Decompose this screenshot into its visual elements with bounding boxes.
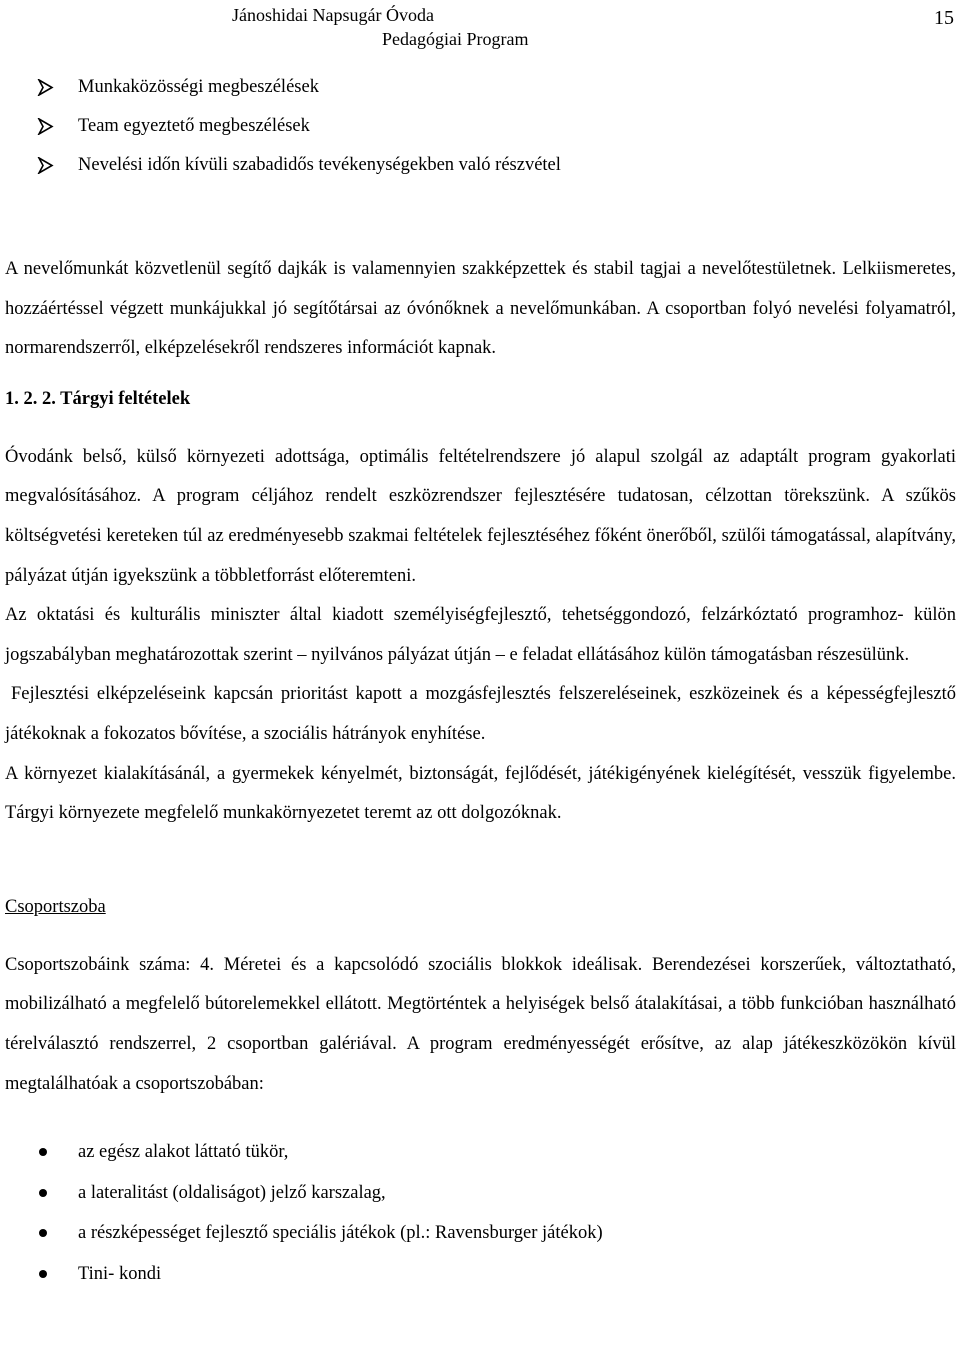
- paragraph-ovodank: Óvodánk belső, külső környezeti adottsága, optimális feltételrendszere jó alapul szolgál az adaptált program gyakorlati megvalósításához. A program céljához rendelt eszközrendszer fejlesztésére tudatosan, célzottan törekszünk. A szűkös költségvetési kereteken túl az eredményesebb szakmai feltételek fejlesztéséhez főként önerőből, szülői támogatással, alapítvány, pályázat útján igyekszünk a többletforrást előteremteni.: [5, 446, 956, 586]
- arrow-bullet-icon: [37, 118, 54, 135]
- arrow-list-item-text: Nevelési időn kívüli szabadidős tevékenységekben való részvétel: [78, 155, 561, 175]
- bullet-list-item: [5, 1173, 956, 1214]
- arrow-list-item: [5, 146, 956, 185]
- subheading-csoportszoba: Csoportszoba: [5, 896, 106, 917]
- arrow-list-item: [5, 68, 956, 107]
- bullet-dot-icon: [39, 1270, 47, 1278]
- bullet-dot-icon: [39, 1189, 47, 1197]
- arrow-list: [5, 68, 956, 185]
- page-number: 15: [934, 7, 954, 29]
- page-header: [0, 3, 960, 53]
- header-program-title: Pedagógiai Program: [382, 29, 529, 49]
- paragraph-miniszter: Az oktatási és kulturális miniszter által kiadott személyiségfejlesztő, tehetséggondozó, felzárkóztató programhoz- külön jogszabályban meghatározottak szerint – nyilvános pályázat útján – e feladat ellátásához külön támogatásban részesülünk.: [5, 605, 956, 665]
- arrow-list-item-text: Team egyeztető megbeszélések: [78, 116, 310, 136]
- bullet-list-item: [5, 1254, 956, 1295]
- arrow-list-item-text: Munkaközösségi megbeszélések: [78, 77, 319, 97]
- arrow-bullet-icon: [37, 157, 54, 174]
- bullet-list-item-text: az egész alakot láttató tükör,: [78, 1142, 289, 1163]
- paragraph-kornyezet: A környezet kialakításánál, a gyermekek kényelmét, biztonságát, fejlődését, játékigényének kielégítését, vesszük figyelembe. Tárgyi környezete megfelelő munkakörnyezetet teremt az ott dolgozóknak.: [5, 763, 956, 824]
- arrow-bullet-icon: [37, 79, 54, 96]
- bullet-list-item: [5, 1213, 956, 1254]
- section-heading: 1. 2. 2. Tárgyi feltételek: [5, 388, 191, 409]
- paragraph-csoportszoba: Csoportszobáink száma: 4. Méretei és a kapcsolódó szociális blokkok ideálisak. Berendezései korszerűek, változtatható, mobilizálható a megfelelő bútorelemekkel ellátott. Megtörténtek a helyiségek belső átalakításai, a több funkcióban használható térelválasztó rendszerrel, 2 csoportban galériával. A program eredményességét erősítve, az alap játékeszközökön kívül megtalálhatóak a csoportszobában:: [5, 954, 956, 1094]
- bullet-list-item-text: a lateralitást (oldaliságot) jelző karszalag,: [78, 1182, 386, 1203]
- paragraph-fejlesztesi: Fejlesztési elképzeléseink kapcsán prioritást kapott a mozgásfejlesztés felszereléseinek, eszközeinek és a képességfejlesztő játékoknak a fokozatos bővítése, a szociális hátrányok enyhítése.: [5, 684, 956, 744]
- bullet-list-item: [5, 1132, 956, 1173]
- bullet-dot-icon: [39, 1148, 47, 1156]
- bullet-list: [5, 1132, 956, 1294]
- arrow-list-item: [5, 107, 956, 146]
- header-school-name: Jánoshidai Napsugár Óvoda: [232, 5, 434, 25]
- paragraph-staff: A nevelőmunkát közvetlenül segítő dajkák is valamennyien szakképzettek és stabil tagjai a nevelőtestületnek. Lelkiismeretes, hozzáértéssel végzett munkájukkal jó segítőtársai az óvónőknek a nevelőmunkában. A csoportban folyó nevelési folyamatról, normarendszerről, elképzelésekről rendszeres információt kapnak.: [5, 259, 956, 359]
- bullet-list-item-text: a részképességet fejlesztő speciális játékok (pl.: Ravensburger játékok): [78, 1223, 603, 1244]
- bullet-list-item-text: Tini- kondi: [78, 1263, 162, 1284]
- document-body: [5, 68, 956, 1294]
- bullet-dot-icon: [39, 1229, 47, 1237]
